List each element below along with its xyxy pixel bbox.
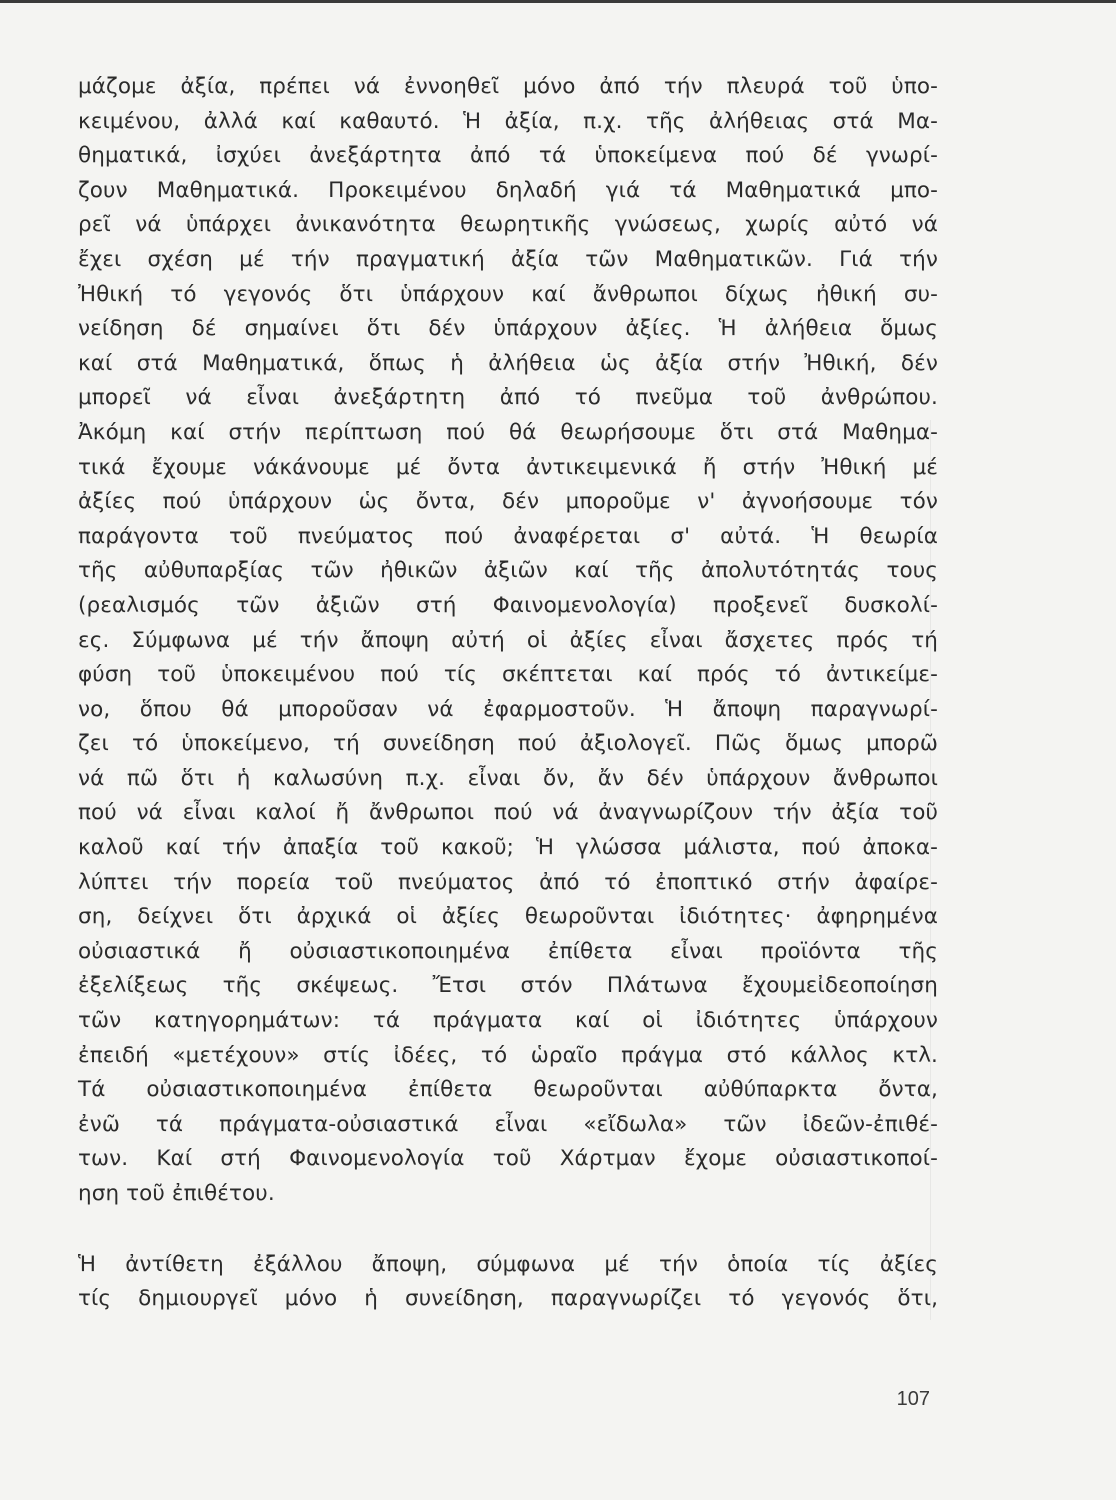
text-line: Ἀκόμη καί στήν περίπτωση πού θά θεωρήσουμε ὅτι στά Μαθημα- <box>78 419 938 445</box>
text-line: Τά οὐσιαστικοποιημένα ἐπίθετα θεωροῦνται αὐθύπαρκτα ὄντα, <box>78 1077 938 1103</box>
text-line: καλοῦ καί τήν ἀπαξία τοῦ κακοῦ; Ἡ γλώσσα μάλιστα, πού ἀποκα- <box>78 835 938 861</box>
text-line: ἀξίες πού ὑπάρχουν ὡς ὄντα, δέν μποροῦμε ν' ἀγνοήσουμε τόν <box>78 489 938 515</box>
text-line: μάζομε ἀξία, πρέπει νά ἐννοηθεῖ μόνο ἀπό τήν πλευρά τοῦ ὑπο- <box>78 74 938 99</box>
text-line: μπορεῖ νά εἶναι ἀνεξάρτητη ἀπό τό πνεῦμα τοῦ ἀνθρώπου. <box>78 385 938 411</box>
top-edge-rule <box>0 0 1116 3</box>
text-line: Ἡ ἀντίθετη ἐξάλλου ἄποψη, σύμφωνα μέ τήν ὁποία τίς ἀξίες <box>78 1251 938 1277</box>
text-line: νείδηση δέ σημαίνει ὅτι δέν ὑπάρχουν ἀξίες. Ἡ ἀλήθεια ὅμως <box>78 316 938 342</box>
page-number: 107 <box>896 1388 930 1410</box>
text-line: οὐσιαστικά ἤ οὐσιαστικοποιημένα ἐπίθετα εἶναι προϊόντα τῆς <box>78 938 938 964</box>
text-line: των. Καί στή Φαινομενολογία τοῦ Χάρτμαν ἔχομε οὐσιαστικοποί- <box>78 1146 938 1172</box>
text-line: ἔχει σχέση μέ τήν πραγματική ἀξία τῶν Μαθηματικῶν. Γιά τήν <box>78 246 938 272</box>
text-line: ἐπειδή «μετέχουν» στίς ἰδέες, τό ὡραῖο πράγμα στό κάλλος κτλ. <box>78 1042 938 1068</box>
text-line: ζουν Μαθηματικά. Προκειμένου δηλαδή γιά τά Μαθηματικά μπο- <box>78 177 938 203</box>
text-line: παράγοντα τοῦ πνεύματος πού ἀναφέρεται σ' αὐτά. Ἡ θεωρία <box>78 523 938 549</box>
text-line: νο, ὅπου θά μποροῦσαν νά ἐφαρμοστοῦν. Ἡ ἄποψη παραγνωρί- <box>78 696 938 722</box>
text-line: ση, δείχνει ὅτι ἀρχικά οἱ ἀξίες θεωροῦνται ἰδιότητες· ἀφηρημένα <box>78 904 938 930</box>
text-line: ἐξελίξεως τῆς σκέψεως. Ἔτσι στόν Πλάτωνα ἔχουμεἰδεοποίηση <box>78 973 938 999</box>
paragraph-1 <box>78 70 938 1212</box>
text-line: ρεῖ νά ὑπάρχει ἀνικανότητα θεωρητικῆς γνώσεως, χωρίς αὐτό νά <box>78 212 938 238</box>
text-line: καί στά Μαθηματικά, ὅπως ἡ ἀλήθεια ὡς ἀξία στήν Ἠθική, δέν <box>78 350 938 376</box>
text-line: φύση τοῦ ὑποκειμένου πού τίς σκέπτεται καί πρός τό ἀντικείμε- <box>78 662 938 688</box>
text-line: νά πῶ ὅτι ἡ καλωσύνη π.χ. εἶναι ὄν, ἄν δέν ὑπάρχουν ἄνθρωποι <box>78 765 938 791</box>
text-line: λύπτει τήν πορεία τοῦ πνεύματος ἀπό τό ἐποπτικό στήν ἀφαίρε- <box>78 869 938 895</box>
text-line: ηση τοῦ ἐπιθέτου. <box>78 1181 275 1206</box>
text-line: (ρεαλισμός τῶν ἀξιῶν στή Φαινομενολογία) προξενεῖ δυσκολί- <box>78 592 938 618</box>
paragraph-2 <box>78 1248 938 1317</box>
text-line: τίς δημιουργεῖ μόνο ἡ συνείδηση, παραγνωρίζει τό γεγονός ὅτι, <box>78 1286 938 1312</box>
text-line: ζει τό ὑποκείμενο, τή συνείδηση πού ἀξιολογεῖ. Πῶς ὅμως μπορῶ <box>78 731 938 757</box>
page-body <box>78 70 938 1317</box>
text-line: πού νά εἶναι καλοί ἤ ἄνθρωποι πού νά ἀναγνωρίζουν τήν ἀξία τοῦ <box>78 800 938 826</box>
text-line: θηματικά, ἰσχύει ἀνεξάρτητα ἀπό τά ὑποκείμενα πού δέ γνωρί- <box>78 143 938 169</box>
text-line: ες. Σύμφωνα μέ τήν ἄποψη αὐτή οἱ ἀξίες εἶναι ἄσχετες πρός τή <box>78 627 938 653</box>
text-line: ἐνῶ τά πράγματα-οὐσιαστικά εἶναι «εἴδωλα» τῶν ἰδεῶν-ἐπιθέ- <box>78 1111 938 1137</box>
text-line: Ἠθική τό γεγονός ὅτι ὑπάρχουν καί ἄνθρωποι δίχως ἠθική συ- <box>78 281 938 307</box>
text-line: τῶν κατηγορημάτων: τά πράγματα καί οἱ ἰδιότητες ὑπάρχουν <box>78 1008 938 1034</box>
text-line: κειμένου, ἀλλά καί καθαυτό. Ἡ ἀξία, π.χ. τῆς ἀλήθειας στά Μα- <box>78 108 938 134</box>
text-line: τῆς αὐθυπαρξίας τῶν ἠθικῶν ἀξιῶν καί τῆς ἀπολυτότητάς τους <box>78 558 938 584</box>
text-line: τικά ἔχουμε νάκάνουμε μέ ὄντα ἀντικειμενικά ἤ στήν Ἠθική μέ <box>78 454 938 480</box>
paragraph-gap <box>78 1212 938 1248</box>
